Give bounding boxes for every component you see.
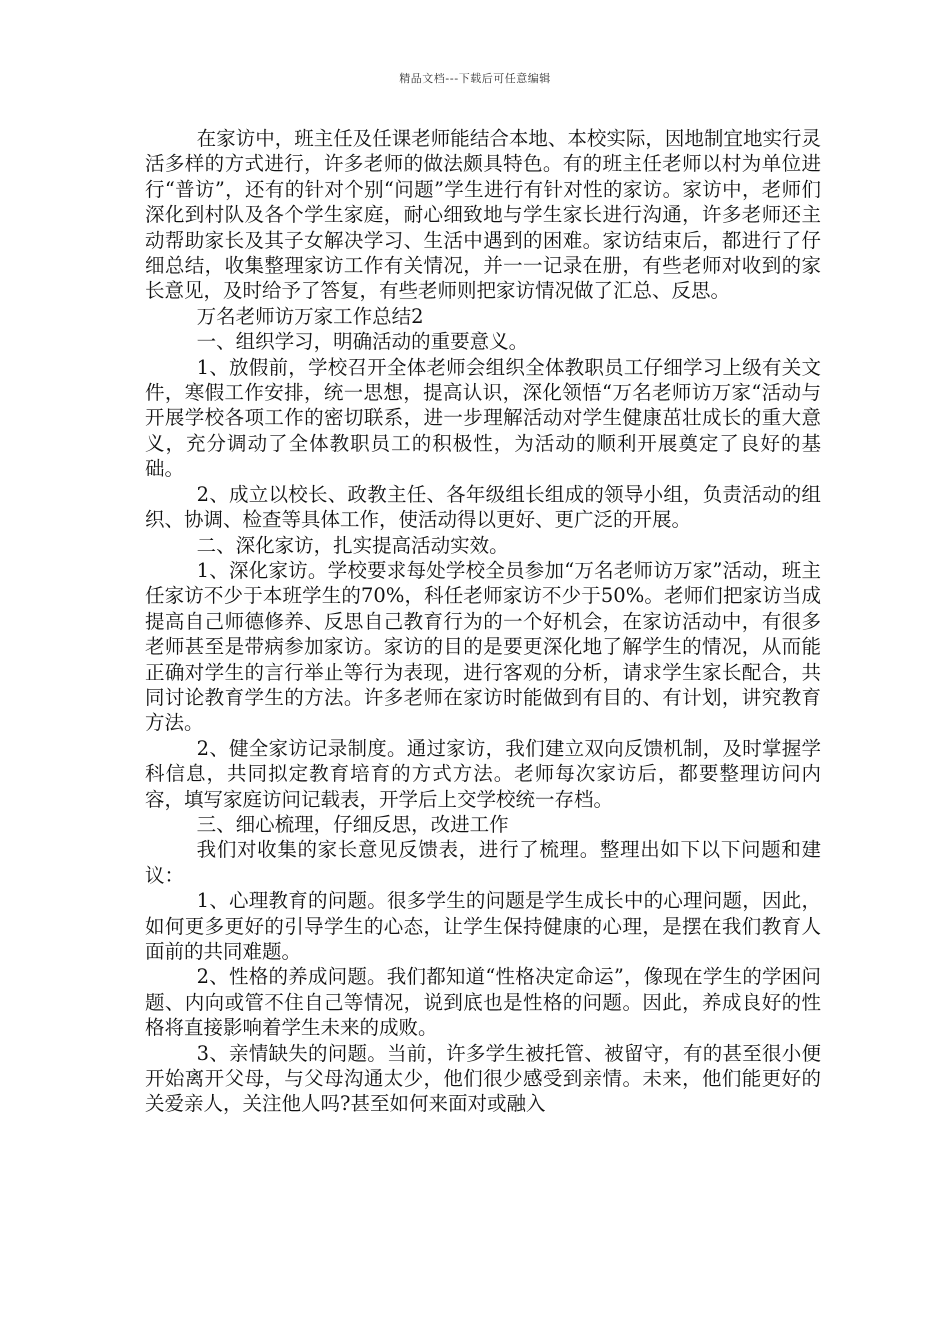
paragraph: 在家访中，班主任及任课老师能结合本地、本校实际，因地制宜地实行灵活多样的方式进行，许多老师的做法颇具特色。有的班主任老师以村为单位进行“普访”，还有的针对个别“问题”学生进行有针对性的家访。家访中，老师们深化到村队及各个学生家庭，耐心细致地与学生家长进行沟通，许多老师还主动帮助家长及其子女解决学习、生活中遇到的困难。家访结束后，都进行了仔细总结，收集整理家访工作有关情况，并一一记录在册，有些老师对收到的家长意见，及时给予了答复，有些老师则把家访情况做了汇总、反思。 xyxy=(145,127,821,303)
heading-two: 二、深化家访，扎实提高活动实效。 xyxy=(196,533,509,557)
paragraph: 2、成立以校长、政教主任、各年级组长组成的领导小组，负责活动的组织、协调、检查等具体工作，使活动得以更好、更广泛的开展。 xyxy=(145,482,821,532)
paragraph: 2、健全家访记录制度。通过家访，我们建立双向反馈机制，及时掌握学科信息，共同拟定教育培育的方式方法。老师每次家访后，都要整理访问内容，填写家庭访问记载表，开学后上交学校统一存档。 xyxy=(145,736,821,811)
heading-three: 三、细心梳理，仔细反思，改进工作 xyxy=(196,812,509,836)
section-title: 万名老师访万家工作总结2 xyxy=(196,304,424,328)
heading-one: 一、组织学习，明确活动的重要意义。 xyxy=(196,330,529,354)
paragraph: 1、心理教育的问题。很多学生的问题是学生成长中的心理问题，因此，如何更多更好的引导学生的心态，让学生保持健康的心理，是摆在我们教育人面前的共同难题。 xyxy=(145,889,821,963)
document-body xyxy=(145,126,821,1117)
paragraph: 我们对收集的家长意见反馈表，进行了梳理。整理出如下以下问题和建议： xyxy=(145,838,821,887)
paragraph: 1、深化家访。学校要求每处学校全员参加“万名老师访万家”活动，班主任家访不少于本班学生的70%，科任老师家访不少于50%。老师们把家访当成提高自己师德修养、反思自己教育行为的一个好机会，在家访活动中，有很多老师甚至是带病参加家访。家访的目的是要更深化地了解学生的情况，从而能正确对学生的言行举止等行为表现，进行客观的分析，请求学生家长配合，共同讨论教育学生的方法。许多老师在家访时能做到有目的、有计划，讲究教育方法。 xyxy=(145,558,821,735)
paragraph: 3、亲情缺失的问题。当前，许多学生被托管、被留守，有的甚至很小便开始离开父母，与父母沟通太少，他们很少感受到亲情。未来，他们能更好的关爱亲人，关注他人吗?甚至如何来面对或融入 xyxy=(145,1041,821,1116)
paragraph: 2、性格的养成问题。我们都知道“性格决定命运”，像现在学生的学困问题、内向或管不住自己等情况，说到底也是性格的问题。因此，养成良好的性格将直接影响着学生未来的成败。 xyxy=(145,965,821,1040)
paragraph: 1、放假前，学校召开全体老师会组织全体教职员工仔细学习上级有关文件，寒假工作安排，统一思想，提高认识，深化领悟“万名老师访万家“活动与开展学校各项工作的密切联系，进一步理解活动对学生健康茁壮成长的重大意义，充分调动了全体教职员工的积极性，为活动的顺利开展奠定了良好的基础。 xyxy=(145,355,821,481)
page-header: 精品文档---下载后可任意编辑 xyxy=(399,72,551,85)
